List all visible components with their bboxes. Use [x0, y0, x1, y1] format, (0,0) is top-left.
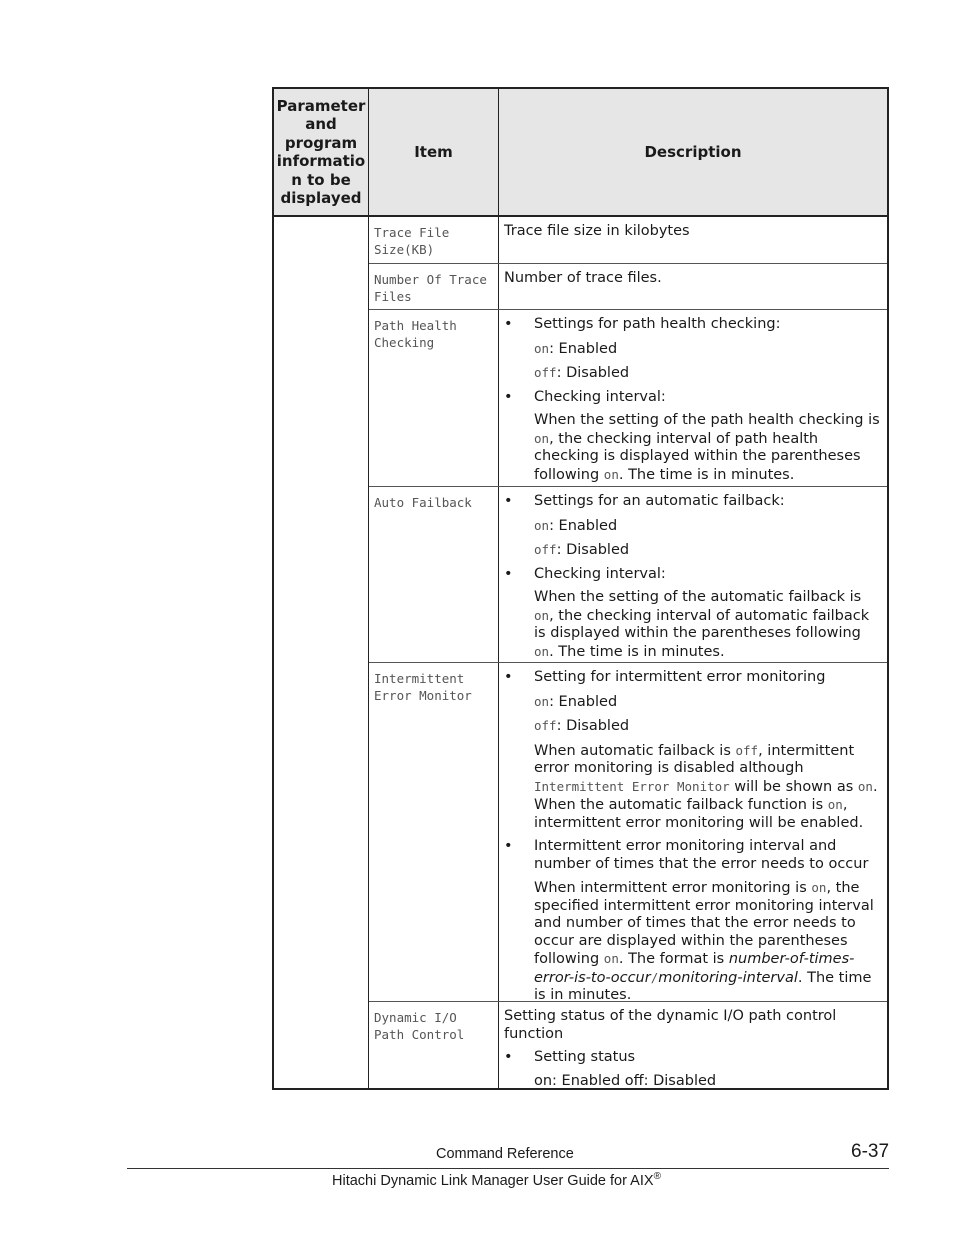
value-line: on: Enabled off: Disabled: [534, 1072, 717, 1089]
value-line: on: Enabled: [534, 693, 618, 710]
bullet-icon: •: [504, 669, 513, 685]
table-header: [274, 89, 887, 217]
bullet-item: • Setting for intermittent error monitoring: [504, 669, 826, 685]
bullet-icon: •: [504, 565, 513, 582]
bullet-item: • Checking interval:: [504, 388, 666, 405]
page-number: 6-37: [851, 1141, 890, 1162]
description-cell: Trace file size in kilobytes: [504, 223, 690, 239]
bullet-item: • Settings for an automatic failback:: [504, 493, 785, 509]
paragraph: When the setting of the path health checking is on, the checking interval of path health checking is displayed within the parentheses following on. The time is in minutes.: [534, 412, 880, 483]
bullet-icon: •: [504, 316, 513, 332]
header-item: Item: [369, 89, 499, 215]
bullet-icon: •: [504, 838, 513, 854]
header-parameter: Parameter and program informatio n to be displayed: [274, 89, 369, 215]
paragraph: When the setting of the automatic failback is on, the checking interval of automatic failback is displayed within the parentheses following on. The time is in minutes.: [534, 589, 870, 660]
description-cell: Number of trace files.: [504, 270, 662, 286]
table-row: [369, 663, 887, 1002]
table-row: [369, 217, 887, 264]
parameter-table: [272, 87, 889, 1090]
item-cell: Number Of Trace Files: [369, 264, 499, 309]
item-cell: Path Health Checking: [369, 310, 499, 486]
header-description: Description: [644, 142, 742, 161]
item-cell: Auto Failback: [369, 487, 499, 662]
table-row: [369, 487, 887, 663]
item-cell: Dynamic I/O Path Control: [369, 1002, 499, 1088]
description-cell: [499, 310, 887, 486]
table-row: [369, 1002, 887, 1088]
parameter-cell: [274, 217, 369, 1088]
bullet-icon: •: [504, 388, 513, 405]
paragraph: When intermittent error monitoring is on, the specified intermittent error monitoring interval and number of times that the error needs to occur are displayed within the parentheses following on. The format is number-of-times-error-is-to-occur/monitoring-interval. The time is in minutes.: [534, 880, 874, 1003]
footer-book-title: Hitachi Dynamic Link Manager User Guide for AIX®: [332, 1171, 661, 1189]
table-row: [369, 264, 887, 310]
item-cell: Trace File Size(KB): [369, 217, 499, 263]
paragraph: When automatic failback is off, intermittent error monitoring is disabled although Intermittent Error Monitor will be shown as on. When the automatic failback function is on, intermittent error monitoring will be enabled.: [534, 742, 878, 831]
value-line: off: Disabled: [534, 542, 630, 558]
bullet-item: • Settings for path health checking:: [504, 316, 781, 332]
table-row: [369, 310, 887, 487]
value-line: off: Disabled: [534, 718, 630, 734]
bullet-item: • Checking interval:: [504, 565, 666, 582]
bullet-icon: •: [504, 1049, 513, 1065]
description-cell: Setting status of the dynamic I/O path control function • Setting status on: Enabled off: Disabled: [499, 1002, 887, 1088]
bullet-icon: •: [504, 493, 513, 509]
value-line: off: Disabled: [534, 365, 630, 381]
value-line: on: Enabled: [534, 517, 618, 534]
table-body: [274, 217, 887, 1088]
footer-divider: [127, 1168, 889, 1169]
bullet-item: • Setting status: [504, 1049, 636, 1065]
description-cell: [499, 663, 887, 1001]
item-cell: Intermittent Error Monitor: [369, 663, 499, 1001]
footer-section-title: Command Reference: [436, 1146, 574, 1162]
bullet-item: • Intermittent error monitoring interval and number of times that the error needs to occur: [504, 838, 869, 872]
description-cell: [499, 487, 887, 662]
value-line: on: Enabled: [534, 340, 618, 357]
